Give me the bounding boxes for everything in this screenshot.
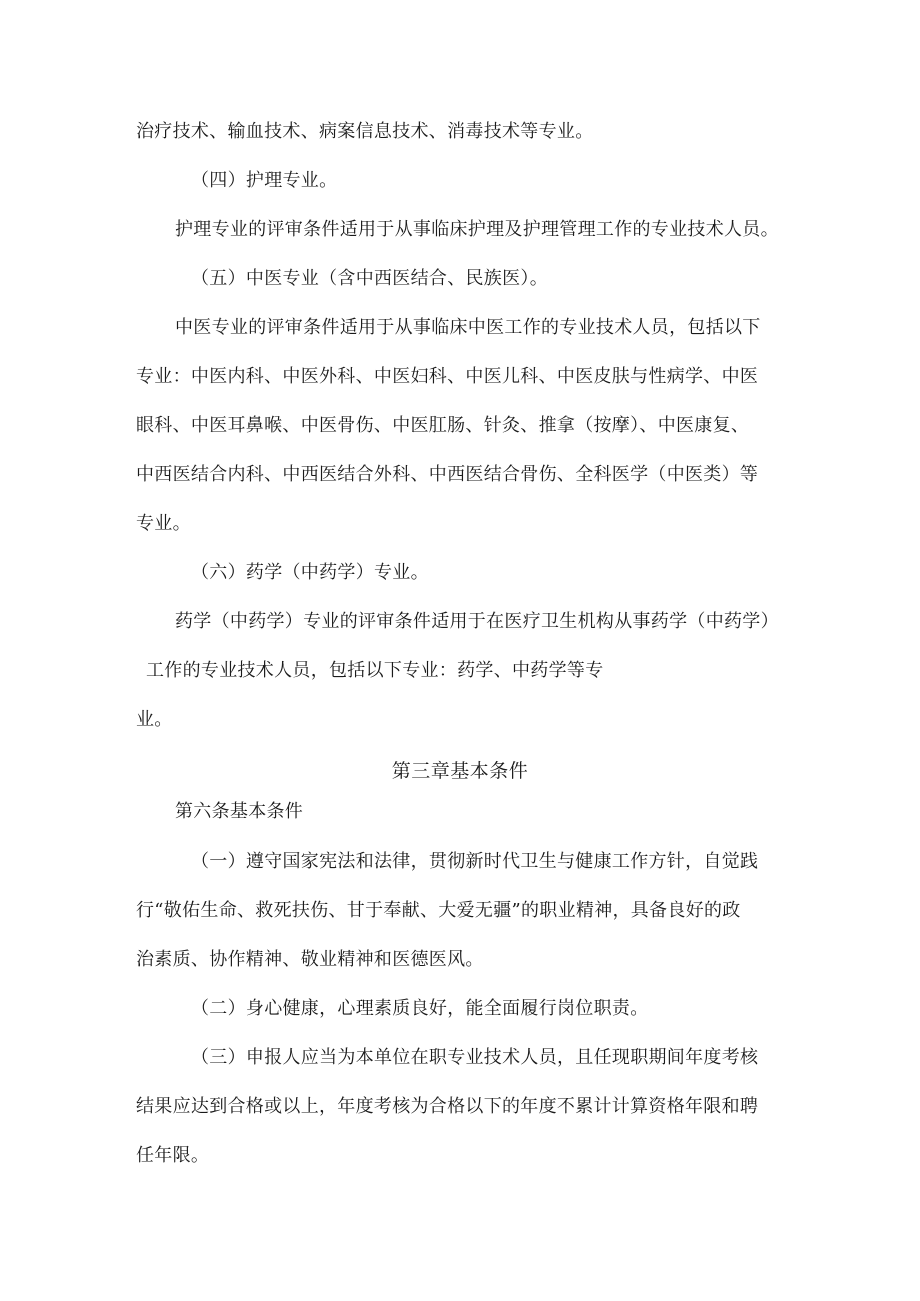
body-line: 任年限。	[136, 1145, 210, 1166]
body-line: （一）遵守国家宪法和法律，贯彻新时代卫生与健康工作方针，自觉践	[191, 851, 759, 872]
section-heading-tcm: （五）中医专业（含中西医结合、民族医）。	[191, 268, 548, 289]
body-line: 专业。	[136, 513, 191, 534]
body-line: 专业：中医内科、中医外科、中医妇科、中医儿科、中医皮肤与性病学、中医	[136, 366, 759, 387]
body-line: 中西医结合内科、中西医结合外科、中西医结合骨伤、全科医学（中医类）等	[136, 464, 759, 485]
chapter-title: 第三章基本条件	[391, 760, 529, 782]
body-line: 中医专业的评审条件适用于从事临床中医工作的专业技术人员，包括以下	[175, 317, 761, 338]
body-line: 业。	[136, 709, 173, 730]
section-heading-nursing: （四）护理专业。	[191, 170, 338, 191]
body-line: 眼科、中医耳鼻喉、中医骨伤、中医肛肠、针灸、推拿（按摩）、中医康复、	[136, 415, 750, 436]
body-line: 行“敬佑生命、救死扶伤、甘于奉献、大爱无疆”的职业精神，具备良好的政	[136, 900, 741, 921]
article-title: 第六条基本条件	[175, 801, 304, 822]
section-heading-pharmacy: （六）药学（中药学）专业。	[191, 562, 429, 583]
body-line: 治疗技术、输血技术、病案信息技术、消毒技术等专业。	[136, 121, 594, 142]
body-line: 治素质、协作精神、敬业精神和医德医风。	[136, 949, 484, 970]
body-line: （三）申报人应当为本单位在职专业技术人员，且任现职期间年度考核	[191, 1047, 759, 1068]
body-line: 工作的专业技术人员，包括以下专业：药学、中药学等专	[146, 660, 604, 681]
body-line: 护理专业的评审条件适用于从事临床护理及护理管理工作的专业技术人员。	[175, 219, 779, 240]
body-line: 结果应达到合格或以上，年度考核为合格以下的年度不累计计算资格年限和聘	[136, 1096, 759, 1117]
body-line: 药学（中药学）专业的评审条件适用于在医疗卫生机构从事药学（中药学）	[175, 611, 779, 632]
body-line: （二）身心健康，心理素质良好，能全面履行岗位职责。	[191, 998, 649, 1019]
